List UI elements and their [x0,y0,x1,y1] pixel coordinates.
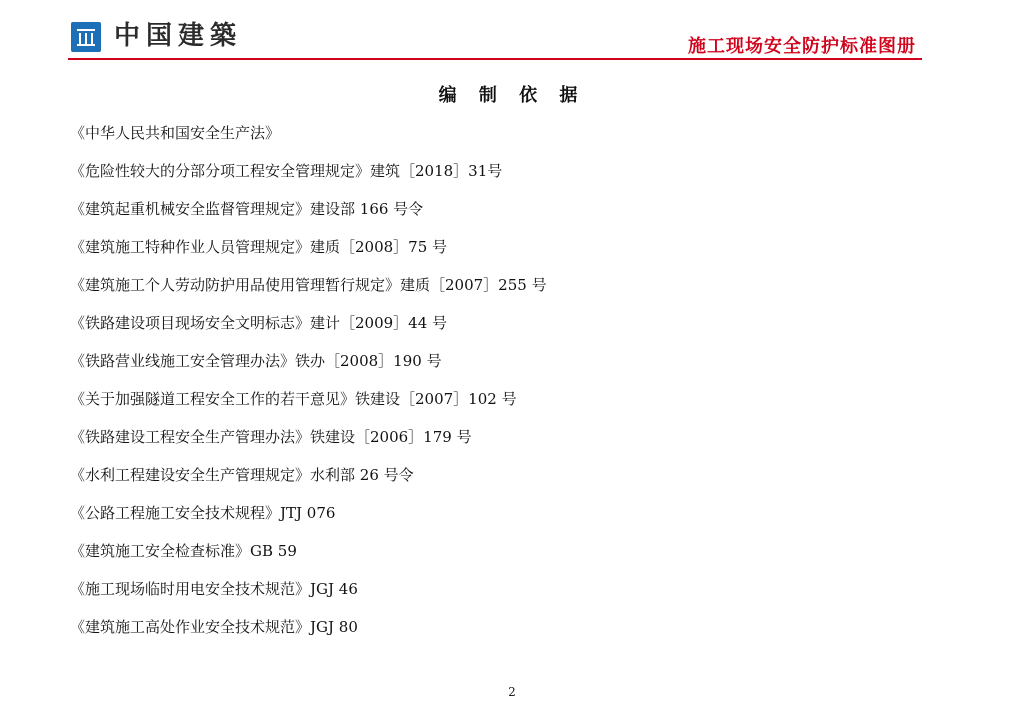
page-number: 2 [508,685,516,699]
list-item: 《铁路建设项目现场安全文明标志》建计［2009］44 号 [70,314,448,332]
list-item: 《建筑起重机械安全监督管理规定》建设部 166 号令 [70,200,424,218]
cscec-logo-icon [71,22,101,52]
brand-logo-text: 中国建築 [114,21,243,51]
list-item: 《建筑施工个人劳动防护用品使用管理暂行规定》建质［2007］255 号 [70,276,547,294]
list-item: 《建筑施工安全检查标准》GB 59 [70,542,297,560]
list-item: 《水利工程建设安全生产管理规定》水利部 26 号令 [70,466,414,484]
page-header [68,14,922,60]
list-item: 《建筑施工特种作业人员管理规定》建质［2008］75 号 [70,238,448,256]
logo-mark [75,26,97,48]
list-item: 《公路工程施工安全技术规程》JTJ 076 [70,504,336,522]
page-title: 编 制 依 据 [438,85,586,106]
header-divider [68,58,922,60]
list-item: 《关于加强隧道工程安全工作的若干意见》铁建设［2007］102 号 [70,390,517,408]
reference-list [70,121,547,653]
header-title: 施工现场安全防护标准图册 [688,36,916,57]
list-item: 《中华人民共和国安全生产法》 [70,124,281,142]
list-item: 《铁路建设工程安全生产管理办法》铁建设［2006］179 号 [70,428,472,446]
list-item: 《施工现场临时用电安全技术规范》JGJ 46 [70,580,358,598]
list-item: 《危险性较大的分部分项工程安全管理规定》建筑［2018］31号 [70,162,503,180]
list-item: 《建筑施工高处作业安全技术规范》JGJ 80 [70,618,358,636]
list-item: 《铁路营业线施工安全管理办法》铁办［2008］190 号 [70,352,442,370]
